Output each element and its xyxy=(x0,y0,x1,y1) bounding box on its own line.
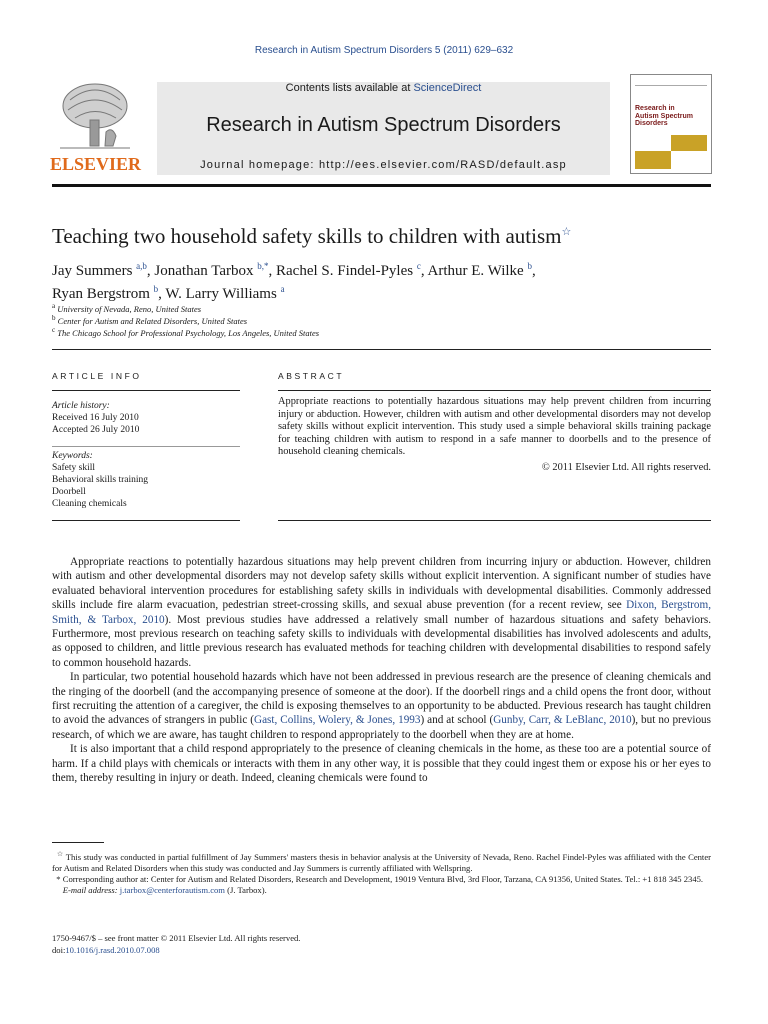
author-affiliation-mark[interactable]: a xyxy=(280,284,285,294)
contents-prefix: Contents lists available at xyxy=(285,82,414,94)
affiliation-mark: b xyxy=(52,314,56,322)
abstract-rule-top xyxy=(278,390,711,391)
citation-link[interactable]: Dixon, Bergstrom, Smith, & Tarbox, 2010 xyxy=(52,599,711,626)
body-paragraph: It is also important that a child respond appropriately to the presence of cleaning chemicals in the home, as these too are a potential source of harm. If a child plays with chemicals or interacts with them in any other way, it is possible that they could ingest them or expose his or her eyes to them, thereby resulting in injury or death. Indeed, cleaning chemicals were found to xyxy=(52,743,711,785)
star-footnote xyxy=(52,849,711,874)
cover-block-top xyxy=(671,135,707,151)
body-paragraph xyxy=(52,555,711,670)
affiliation-text: University of Nevada, Reno, United States xyxy=(57,303,202,314)
affiliation-mark: a xyxy=(52,302,56,310)
article-title-text: Teaching two household safety skills to children with autism xyxy=(52,224,562,248)
abstract-rule-bottom xyxy=(278,520,711,521)
footnote-text: Corresponding author at: Center for Autism and Related Disorders, Research and Development, 19019 Ventura Blvd, 3rd Floor, Tarzana, CA 91356, United States. Tel.: +1 818 345 2345. xyxy=(62,873,704,884)
journal-cover-thumbnail xyxy=(630,74,712,174)
citation-link[interactable]: Gast, Collins, Wolery, & Jones, 1993 xyxy=(254,714,421,727)
doi-label: doi: xyxy=(52,945,66,955)
issn-line: 1750-9467/$ – see front matter © 2011 Elsevier Ltd. All rights reserved. xyxy=(52,933,301,943)
elsevier-wordmark: ELSEVIER xyxy=(50,154,142,174)
doi-line xyxy=(52,944,300,956)
abstract-heading: ABSTRACT xyxy=(278,371,345,381)
journal-homepage-link[interactable]: Journal homepage: http://ees.elsevier.com/RASD/default.asp xyxy=(200,159,567,171)
front-matter xyxy=(52,932,300,956)
received-date: Received 16 July 2010 xyxy=(52,413,139,423)
body-text: ) and at school ( xyxy=(420,714,494,727)
article-body xyxy=(52,555,711,786)
author-name: Ryan Bergstrom xyxy=(52,286,154,302)
email-link[interactable]: j.tarbox@centerforautism.com xyxy=(119,884,225,895)
author-name: , Jonathan Tarbox xyxy=(146,263,258,279)
author-affiliation-mark[interactable]: b xyxy=(153,284,159,294)
header-rule xyxy=(52,184,711,187)
author-name: , Rachel S. Findel-Pyles xyxy=(268,263,417,279)
article-history-label: Article history: xyxy=(52,401,110,411)
keyword-item: Safety skill xyxy=(52,463,96,473)
email-suffix: (J. Tarbox). xyxy=(225,884,267,895)
corresponding-footnote xyxy=(52,874,711,885)
accepted-date: Accepted 26 July 2010 xyxy=(52,425,140,435)
cover-block-bottom xyxy=(635,151,671,169)
contents-line xyxy=(157,82,610,94)
keyword-item: Doorbell xyxy=(52,487,86,497)
affiliation-text: Center for Autism and Related Disorders, United States xyxy=(57,315,248,326)
body-text: ). Most previous studies have addressed a relatively small number of hazardous situations and safety behaviors. Furthermore, most previous research on teaching safety skills to individuals with developmental disabilities has involved adolescents and adults, as opposed to children, and little previous research has evaluated methods for teaching children with developmental disabilities to respond safely to common household hazards. xyxy=(52,613,711,669)
cover-title: Research in Autism Spectrum Disorders xyxy=(635,105,693,127)
citation-link[interactable]: Gunby, Carr, & LeBlanc, 2010 xyxy=(493,714,632,727)
article-info-rule-top xyxy=(52,390,240,391)
author-affiliation-mark[interactable]: b,* xyxy=(257,261,269,271)
author-line-2 xyxy=(52,280,712,303)
doi-link[interactable]: 10.1016/j.rasd.2010.07.008 xyxy=(65,945,160,955)
sciencedirect-link[interactable]: ScienceDirect xyxy=(413,82,482,94)
affiliation-rule xyxy=(52,349,711,350)
author-line-1 xyxy=(52,257,712,280)
body-text: Appropriate reactions to potentially hazardous situations may help prevent children from incurring injury or abduction. However, children with autism and other developmental disorders may not develop safety skills without explicit intervention. A significant number of studies have evaluated behavioral intervention procedures for establishing safety skills in individuals with developmental disabilities. Commonly addressed skills include fire alarm evacuation, pedestrian street-crossing skills, and sexual abuse prevention (for a recent review, see xyxy=(52,556,711,612)
title-footnote-mark[interactable]: ☆ xyxy=(561,226,572,238)
affiliation-b xyxy=(52,314,247,326)
affiliation-a xyxy=(52,302,201,314)
email-label: E-mail address: xyxy=(62,884,120,895)
author-name: Jay Summers xyxy=(52,263,137,279)
author-list xyxy=(52,257,712,303)
author-affiliation-mark[interactable]: b xyxy=(527,261,532,271)
article-info-heading: ARTICLE INFO xyxy=(52,371,142,381)
author-affiliation-mark[interactable]: c xyxy=(416,261,421,271)
affiliation-text: The Chicago School for Professional Psychology, Los Angeles, United States xyxy=(57,327,320,338)
article-title xyxy=(52,224,571,249)
footnote-mark: * xyxy=(56,873,61,884)
body-text: In particular, two potential household hazards which have not been addressed in previous research are the presence of cleaning chemicals and the ringing of the doorbell (and the accompanying presence of someone at the door). If the doorbell rings and a child opens the front door, without first recruiting the attention of a caregiver, the child is exposing themselves to an opportunity to be abducted. Previous research has taught children to avoid the advances of strangers in public ( xyxy=(52,671,711,727)
keywords-block xyxy=(52,450,240,510)
affiliation-mark: c xyxy=(52,326,56,334)
author-affiliation-mark[interactable]: a,b xyxy=(136,261,147,271)
article-info-rule-bottom xyxy=(52,520,240,521)
author-name: , W. Larry Williams xyxy=(158,286,281,302)
footnotes xyxy=(52,849,711,896)
abstract-text: Appropriate reactions to potentially hazardous situations may help prevent children from incurring injury or abduction. However, children with autism and other developmental disorders may not develop safety skills without explicit intervention. This study used a simple behavioral skills training package for teaching children with autism to respond in a safe manner to doorbells and to the presence of household cleaning chemicals. xyxy=(278,396,711,457)
body-text: ), but no previous research, of which we are aware, has taught children to respond appropriately to the doorbell when they are at home. xyxy=(52,714,711,741)
email-footnote xyxy=(52,885,711,896)
author-name: , Arthur E. Wilke xyxy=(420,263,528,279)
footnote-rule xyxy=(52,842,104,843)
cover-top-line xyxy=(635,79,707,86)
keyword-item: Behavioral skills training xyxy=(52,475,149,485)
footnote-mark: ☆ xyxy=(56,850,64,858)
footnote-text: This study was conducted in partial fulfillment of Jay Summers' masters thesis in behavior analysis at the University of Nevada, Reno. Rachel Findel-Pyles was affiliated with the Center for Autism and Related Disorders when this study was conducted and Jay Summers is currently affiliated with Wellspring. xyxy=(52,851,711,873)
keywords-label: Keywords: xyxy=(52,451,93,461)
keyword-item: Cleaning chemicals xyxy=(52,499,127,509)
journal-citation-link[interactable]: Research in Autism Spectrum Disorders 5 (2011) 629–632 xyxy=(254,45,514,56)
affiliation-c xyxy=(52,326,319,338)
author-separator: , xyxy=(531,263,536,279)
body-paragraph xyxy=(52,670,711,742)
journal-title: Research in Autism Spectrum Disorders xyxy=(206,114,561,136)
article-info-divider xyxy=(52,446,240,447)
article-history xyxy=(52,400,240,436)
abstract-copyright: © 2011 Elsevier Ltd. All rights reserved. xyxy=(541,462,711,473)
